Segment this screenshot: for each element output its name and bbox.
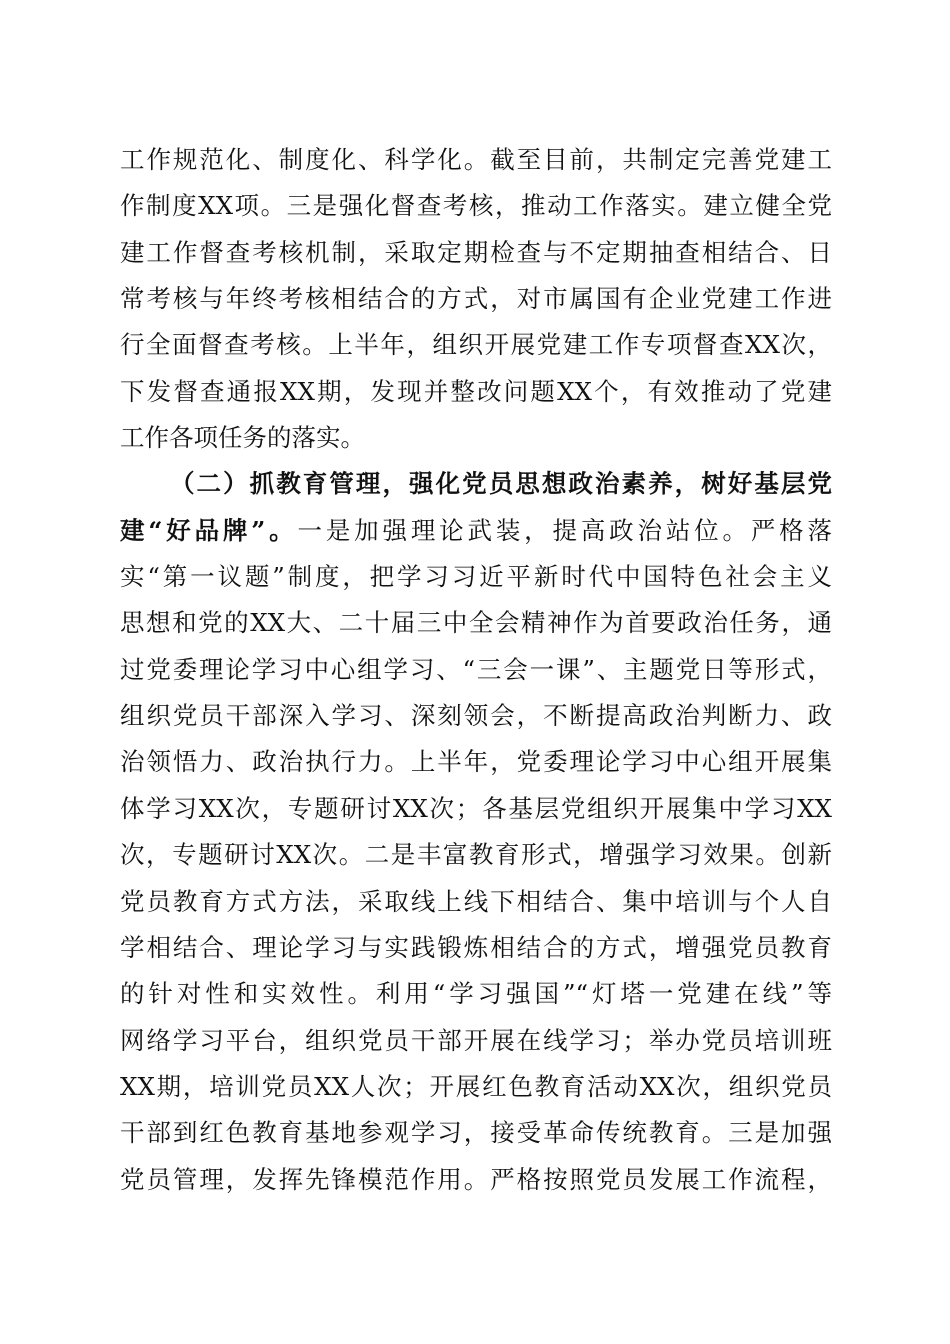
- text-line: 下发督查通报XX期，发现并整改问题XX个，有效推动了党建: [120, 376, 832, 406]
- section-heading-line: （二）抓教育管理，强化党员思想政治素养，树好基层党: [170, 469, 832, 499]
- text-line: 次，专题研讨XX次。二是丰富教育形式，增强学习效果。创新: [120, 840, 832, 870]
- text-line: 组织党员干部深入学习、深刻领会，不断提高政治判断力、政: [120, 701, 832, 731]
- text-line: 常考核与年终考核相结合的方式，对市属国有企业党建工作进: [120, 284, 832, 314]
- text-line: 工作各项任务的落实。: [120, 423, 365, 453]
- text-line: 思想和党的XX大、二十届三中全会精神作为首要政治任务，通: [120, 608, 832, 638]
- text-line-mixed: [120, 508, 832, 554]
- text-line: 过党委理论学习中心组学习、“三会一课”、主题党日等形式，: [120, 654, 832, 684]
- text-line: 党员教育方式方法，采取线上线下相结合、集中培训与个人自: [120, 886, 832, 916]
- text-line: 党员管理，发挥先锋模范作用。严格按照党员发展工作流程，: [120, 1164, 832, 1194]
- text-segment: 一是加强理论武装，提高政治站位。严格落: [297, 515, 832, 545]
- text-line: 行全面督查考核。上半年，组织开展党建工作专项督查XX次，: [120, 330, 832, 360]
- text-line: 的针对性和实效性。利用“学习强国”“灯塔一党建在线”等: [120, 979, 832, 1009]
- text-line: XX期，培训党员XX人次；开展红色教育活动XX次，组织党员: [120, 1071, 832, 1101]
- text-line: 体学习XX次，专题研讨XX次；各基层党组织开展集中学习XX: [120, 793, 832, 823]
- text-line: 学相结合、理论学习与实践锻炼相结合的方式，增强党员教育: [120, 932, 832, 962]
- body-text: [120, 137, 832, 1203]
- text-line: 干部到红色教育基地参观学习，接受革命传统教育。三是加强: [120, 1118, 832, 1148]
- text-line: 实“第一议题”制度，把学习习近平新时代中国特色社会主义: [120, 562, 832, 592]
- text-line: 作制度XX项。三是强化督查考核，推动工作落实。建立健全党: [120, 191, 832, 221]
- text-line: 网络学习平台，组织党员干部开展在线学习；举办党员培训班: [120, 1025, 832, 1055]
- section-heading-end: 建“好品牌”。: [120, 515, 298, 545]
- text-line: 治领悟力、政治执行力。上半年，党委理论学习中心组开展集: [120, 747, 832, 777]
- text-line: 建工作督查考核机制，采取定期检查与不定期抽查相结合、日: [120, 237, 832, 267]
- text-line: 工作规范化、制度化、科学化。截至目前，共制定完善党建工: [120, 145, 832, 174]
